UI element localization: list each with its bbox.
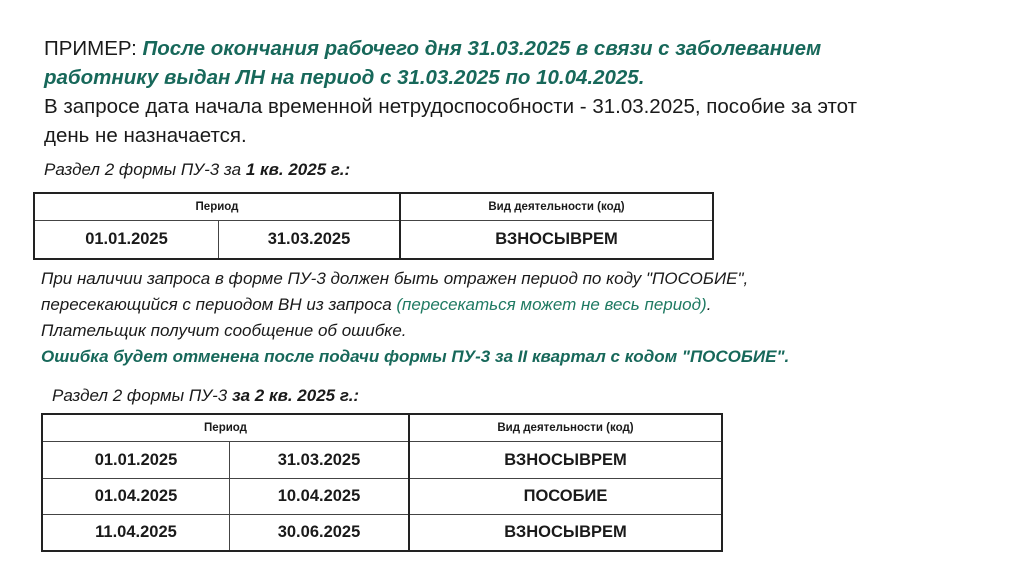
explanation-line-4: Ошибка будет отменена после подачи формы ПУ-3 за II квартал с кодом "ПОСОБИЕ".: [41, 347, 790, 366]
section2-title: Раздел 2 формы ПУ-3 за 2 кв. 2025 г.:: [52, 386, 360, 405]
intro-text-3: В запросе дата начала временной нетрудоспособности - 31.03.2025, пособие за этот: [44, 95, 857, 118]
period-from-cell: 11.04.2025: [42, 515, 230, 551]
period-header: Период: [34, 193, 400, 221]
table-row: [42, 442, 722, 479]
table-header-row: [34, 193, 713, 221]
period-to-cell: 10.04.2025: [230, 479, 410, 515]
activity-header: Вид деятельности (код): [400, 193, 713, 221]
explanation-line-3: Плательщик получит сообщение об ошибке.: [41, 321, 407, 340]
activity-code-cell: ВЗНОСЫВРЕМ: [400, 221, 713, 259]
activity-header: Вид деятельности (код): [409, 414, 722, 442]
table-header-row: [42, 414, 722, 442]
period-header: Период: [42, 414, 409, 442]
period-from-cell: 01.01.2025: [34, 221, 219, 259]
explanation-note: (пересекаться может не весь период): [396, 295, 707, 314]
example-intro: [44, 34, 994, 150]
table-row: [42, 515, 722, 551]
example-highlight-1: После окончания рабочего дня 31.03.2025 в связи с заболеванием: [142, 37, 822, 60]
activity-code-cell: ВЗНОСЫВРЕМ: [409, 442, 722, 479]
activity-code-cell: ПОСОБИЕ: [409, 479, 722, 515]
period-to-cell: 30.06.2025: [230, 515, 410, 551]
example-highlight-2: работнику выдан ЛН на период с 31.03.2025 по 10.04.2025.: [44, 66, 645, 89]
example-prefix: ПРИМЕР:: [44, 37, 143, 60]
explanation-line-2: пересекающийся с периодом ВН из запроса (пересекаться может не весь период).: [41, 295, 712, 314]
period-to-cell: 31.03.2025: [219, 221, 401, 259]
period-from-cell: 01.01.2025: [42, 442, 230, 479]
table-row: [34, 221, 713, 259]
section1-title: Раздел 2 формы ПУ-3 за 1 кв. 2025 г.:: [44, 160, 351, 179]
intro-line-1: [44, 34, 994, 63]
explanation-line-1: При наличии запроса в форме ПУ-3 должен быть отражен период по коду "ПОСОБИЕ",: [41, 269, 749, 288]
period-to-cell: 31.03.2025: [230, 442, 410, 479]
explanation-block: [41, 266, 991, 370]
table-row: [42, 479, 722, 515]
section2-table: [41, 413, 723, 552]
section1-table: [33, 192, 714, 260]
activity-code-cell: ВЗНОСЫВРЕМ: [409, 515, 722, 551]
intro-text-4: день не назначается.: [44, 124, 247, 147]
period-from-cell: 01.04.2025: [42, 479, 230, 515]
